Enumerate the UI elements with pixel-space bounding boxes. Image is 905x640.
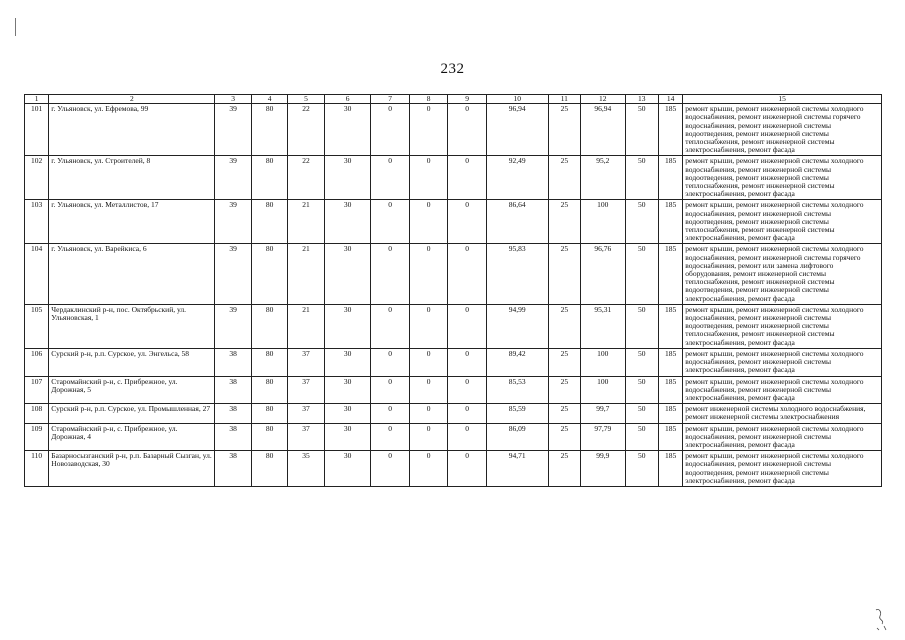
value-cell: 95,2 xyxy=(581,156,626,200)
value-cell: 185 xyxy=(659,156,683,200)
value-cell: 39 xyxy=(215,200,251,244)
column-header: 11 xyxy=(548,95,580,104)
value-cell: 0 xyxy=(371,376,409,404)
value-cell: 0 xyxy=(371,451,409,487)
column-header: 10 xyxy=(486,95,548,104)
table-row xyxy=(25,104,882,156)
row-number-cell: 110 xyxy=(25,451,49,487)
value-cell: 30 xyxy=(324,304,371,348)
value-cell: 38 xyxy=(215,376,251,404)
value-cell: 100 xyxy=(581,200,626,244)
value-cell: 39 xyxy=(215,104,251,156)
value-cell: 22 xyxy=(288,156,324,200)
value-cell: 185 xyxy=(659,423,683,451)
row-number-cell: 108 xyxy=(25,404,49,423)
header-row xyxy=(25,95,882,104)
value-cell: 0 xyxy=(409,451,447,487)
value-cell: 96,94 xyxy=(581,104,626,156)
value-cell: 21 xyxy=(288,304,324,348)
row-number-cell: 104 xyxy=(25,244,49,304)
address-cell: Чердаклинский р-н, пос. Октябрьский, ул. Ульяновская, 1 xyxy=(49,304,215,348)
table-row xyxy=(25,244,882,304)
value-cell: 25 xyxy=(548,244,580,304)
works-cell: ремонт крыши, ремонт инженерной системы холодного водоснабжения, ремонт инженерной системы горячего водоснабжения, ремонт инженерной системы водоотведения, ремонт инженерной системы теплоснабжения, ремонт инженерной системы электроснабжения, ремонт фасада xyxy=(683,104,882,156)
value-cell: 96,76 xyxy=(581,244,626,304)
value-cell: 80 xyxy=(251,451,287,487)
value-cell: 92,49 xyxy=(486,156,548,200)
works-cell: ремонт крыши, ремонт инженерной системы холодного водоснабжения, ремонт инженерной системы водоотведения, ремонт инженерной системы электроснабжения, ремонт фасада xyxy=(683,451,882,487)
value-cell: 86,09 xyxy=(486,423,548,451)
page-number: 232 xyxy=(440,61,465,77)
value-cell: 38 xyxy=(215,451,251,487)
value-cell: 30 xyxy=(324,423,371,451)
column-header: 4 xyxy=(251,95,287,104)
address-cell: г. Ульяновск, ул. Металлистов, 17 xyxy=(49,200,215,244)
value-cell: 25 xyxy=(548,104,580,156)
value-cell: 0 xyxy=(448,376,486,404)
value-cell: 97,79 xyxy=(581,423,626,451)
row-number-cell: 101 xyxy=(25,104,49,156)
column-header: 5 xyxy=(288,95,324,104)
works-cell: ремонт крыши, ремонт инженерной системы холодного водоснабжения, ремонт инженерной системы электроснабжения, ремонт фасада xyxy=(683,423,882,451)
value-cell: 0 xyxy=(409,348,447,376)
value-cell: 0 xyxy=(409,156,447,200)
value-cell: 0 xyxy=(448,404,486,423)
value-cell: 85,53 xyxy=(486,376,548,404)
scribble-mark xyxy=(873,606,891,632)
value-cell: 30 xyxy=(324,404,371,423)
address-cell: г. Ульяновск, ул. Варейкиса, 6 xyxy=(49,244,215,304)
value-cell: 80 xyxy=(251,423,287,451)
value-cell: 38 xyxy=(215,423,251,451)
value-cell: 185 xyxy=(659,200,683,244)
value-cell: 185 xyxy=(659,404,683,423)
value-cell: 25 xyxy=(548,376,580,404)
value-cell: 30 xyxy=(324,244,371,304)
value-cell: 50 xyxy=(625,156,658,200)
value-cell: 39 xyxy=(215,244,251,304)
value-cell: 25 xyxy=(548,423,580,451)
works-cell: ремонт крыши, ремонт инженерной системы холодного водоснабжения, ремонт инженерной системы водоотведения, ремонт инженерной системы теплоснабжения, ремонт инженерной системы электроснабжения, ремонт фасада xyxy=(683,156,882,200)
value-cell: 0 xyxy=(448,244,486,304)
table-row xyxy=(25,200,882,244)
value-cell: 50 xyxy=(625,104,658,156)
row-number-cell: 109 xyxy=(25,423,49,451)
value-cell: 80 xyxy=(251,104,287,156)
table-row xyxy=(25,376,882,404)
column-header: 13 xyxy=(625,95,658,104)
column-header: 2 xyxy=(49,95,215,104)
value-cell: 25 xyxy=(548,200,580,244)
value-cell: 85,59 xyxy=(486,404,548,423)
row-number-cell: 107 xyxy=(25,376,49,404)
row-number-cell: 106 xyxy=(25,348,49,376)
value-cell: 37 xyxy=(288,423,324,451)
value-cell: 80 xyxy=(251,244,287,304)
value-cell: 30 xyxy=(324,451,371,487)
value-cell: 86,64 xyxy=(486,200,548,244)
table-row xyxy=(25,304,882,348)
value-cell: 80 xyxy=(251,304,287,348)
value-cell: 185 xyxy=(659,304,683,348)
value-cell: 37 xyxy=(288,404,324,423)
value-cell: 80 xyxy=(251,156,287,200)
value-cell: 185 xyxy=(659,451,683,487)
value-cell: 50 xyxy=(625,304,658,348)
works-cell: ремонт крыши, ремонт инженерной системы холодного водоснабжения, ремонт инженерной системы электроснабжения, ремонт фасада xyxy=(683,348,882,376)
value-cell: 50 xyxy=(625,451,658,487)
works-cell: ремонт крыши, ремонт инженерной системы холодного водоснабжения, ремонт инженерной системы электроснабжения, ремонт фасада xyxy=(683,376,882,404)
column-header: 15 xyxy=(683,95,882,104)
value-cell: 89,42 xyxy=(486,348,548,376)
row-number-cell: 105 xyxy=(25,304,49,348)
value-cell: 21 xyxy=(288,244,324,304)
value-cell: 0 xyxy=(448,156,486,200)
value-cell: 50 xyxy=(625,244,658,304)
value-cell: 0 xyxy=(409,404,447,423)
value-cell: 0 xyxy=(409,376,447,404)
table-row xyxy=(25,451,882,487)
address-cell: Сурский р-н, р.п. Сурское, ул. Промышленная, 27 xyxy=(49,404,215,423)
row-number-cell: 102 xyxy=(25,156,49,200)
value-cell: 80 xyxy=(251,200,287,244)
column-header: 7 xyxy=(371,95,409,104)
value-cell: 0 xyxy=(448,423,486,451)
value-cell: 0 xyxy=(409,200,447,244)
value-cell: 0 xyxy=(409,244,447,304)
value-cell: 94,71 xyxy=(486,451,548,487)
margin-mark xyxy=(15,18,16,36)
value-cell: 37 xyxy=(288,376,324,404)
value-cell: 80 xyxy=(251,404,287,423)
value-cell: 185 xyxy=(659,104,683,156)
address-cell: г. Ульяновск, ул. Строителей, 8 xyxy=(49,156,215,200)
value-cell: 0 xyxy=(448,304,486,348)
value-cell: 25 xyxy=(548,404,580,423)
value-cell: 39 xyxy=(215,304,251,348)
value-cell: 0 xyxy=(409,423,447,451)
value-cell: 25 xyxy=(548,451,580,487)
value-cell: 0 xyxy=(448,451,486,487)
value-cell: 95,31 xyxy=(581,304,626,348)
value-cell: 39 xyxy=(215,156,251,200)
column-header: 12 xyxy=(581,95,626,104)
value-cell: 22 xyxy=(288,104,324,156)
works-cell: ремонт инженерной системы холодного водоснабжения, ремонт инженерной системы электроснабжения xyxy=(683,404,882,423)
value-cell: 0 xyxy=(409,104,447,156)
value-cell: 0 xyxy=(448,104,486,156)
value-cell: 100 xyxy=(581,348,626,376)
column-header: 1 xyxy=(25,95,49,104)
value-cell: 0 xyxy=(371,404,409,423)
value-cell: 80 xyxy=(251,376,287,404)
works-cell: ремонт крыши, ремонт инженерной системы холодного водоснабжения, ремонт инженерной системы водоотведения, ремонт инженерной системы теплоснабжения, ремонт инженерной системы электроснабжения, ремонт фасада xyxy=(683,304,882,348)
value-cell: 0 xyxy=(371,423,409,451)
value-cell: 0 xyxy=(371,104,409,156)
value-cell: 96,94 xyxy=(486,104,548,156)
value-cell: 95,83 xyxy=(486,244,548,304)
column-header: 6 xyxy=(324,95,371,104)
value-cell: 185 xyxy=(659,244,683,304)
value-cell: 50 xyxy=(625,423,658,451)
value-cell: 38 xyxy=(215,348,251,376)
works-cell: ремонт крыши, ремонт инженерной системы холодного водоснабжения, ремонт инженерной системы водоотведения, ремонт инженерной системы теплоснабжения, ремонт инженерной системы электроснабжения, ремонт фасада xyxy=(683,200,882,244)
address-cell: г. Ульяновск, ул. Ефремова, 99 xyxy=(49,104,215,156)
address-cell: Базарносызганский р-н, р.п. Базарный Сызган, ул. Новозаводская, 30 xyxy=(49,451,215,487)
column-header: 3 xyxy=(215,95,251,104)
value-cell: 50 xyxy=(625,404,658,423)
value-cell: 100 xyxy=(581,376,626,404)
value-cell: 0 xyxy=(371,244,409,304)
value-cell: 50 xyxy=(625,348,658,376)
value-cell: 0 xyxy=(371,156,409,200)
value-cell: 30 xyxy=(324,104,371,156)
value-cell: 0 xyxy=(371,304,409,348)
works-cell: ремонт крыши, ремонт инженерной системы холодного водоснабжения, ремонт инженерной системы горячего водоснабжения, ремонт или замена лифтового оборудования, ремонт инженерной системы теплоснабжения, ремонт инженерной системы водоотведения, ремонт инженерной системы электроснабжения, ремонт фасада xyxy=(683,244,882,304)
value-cell: 37 xyxy=(288,348,324,376)
value-cell: 0 xyxy=(448,348,486,376)
value-cell: 30 xyxy=(324,376,371,404)
table-row xyxy=(25,156,882,200)
value-cell: 21 xyxy=(288,200,324,244)
value-cell: 25 xyxy=(548,304,580,348)
column-header: 14 xyxy=(659,95,683,104)
table-row xyxy=(25,423,882,451)
value-cell: 0 xyxy=(371,200,409,244)
value-cell: 25 xyxy=(548,156,580,200)
value-cell: 30 xyxy=(324,348,371,376)
value-cell: 30 xyxy=(324,156,371,200)
value-cell: 35 xyxy=(288,451,324,487)
value-cell: 0 xyxy=(448,200,486,244)
column-header: 8 xyxy=(409,95,447,104)
address-cell: Старомайнский р-н, с. Прибрежное, ул. Дорожная, 5 xyxy=(49,376,215,404)
column-header: 9 xyxy=(448,95,486,104)
value-cell: 99,7 xyxy=(581,404,626,423)
value-cell: 185 xyxy=(659,376,683,404)
value-cell: 94,99 xyxy=(486,304,548,348)
table-row xyxy=(25,404,882,423)
value-cell: 25 xyxy=(548,348,580,376)
value-cell: 80 xyxy=(251,348,287,376)
table-row xyxy=(25,348,882,376)
value-cell: 0 xyxy=(371,348,409,376)
row-number-cell: 103 xyxy=(25,200,49,244)
value-cell: 50 xyxy=(625,376,658,404)
value-cell: 0 xyxy=(409,304,447,348)
value-cell: 185 xyxy=(659,348,683,376)
value-cell: 38 xyxy=(215,404,251,423)
value-cell: 50 xyxy=(625,200,658,244)
address-cell: Сурский р-н, р.п. Сурское, ул. Энгельса, 58 xyxy=(49,348,215,376)
data-table xyxy=(24,94,882,487)
value-cell: 99,9 xyxy=(581,451,626,487)
value-cell: 30 xyxy=(324,200,371,244)
address-cell: Старомайнский р-н, с. Прибрежное, ул. Дорожная, 4 xyxy=(49,423,215,451)
